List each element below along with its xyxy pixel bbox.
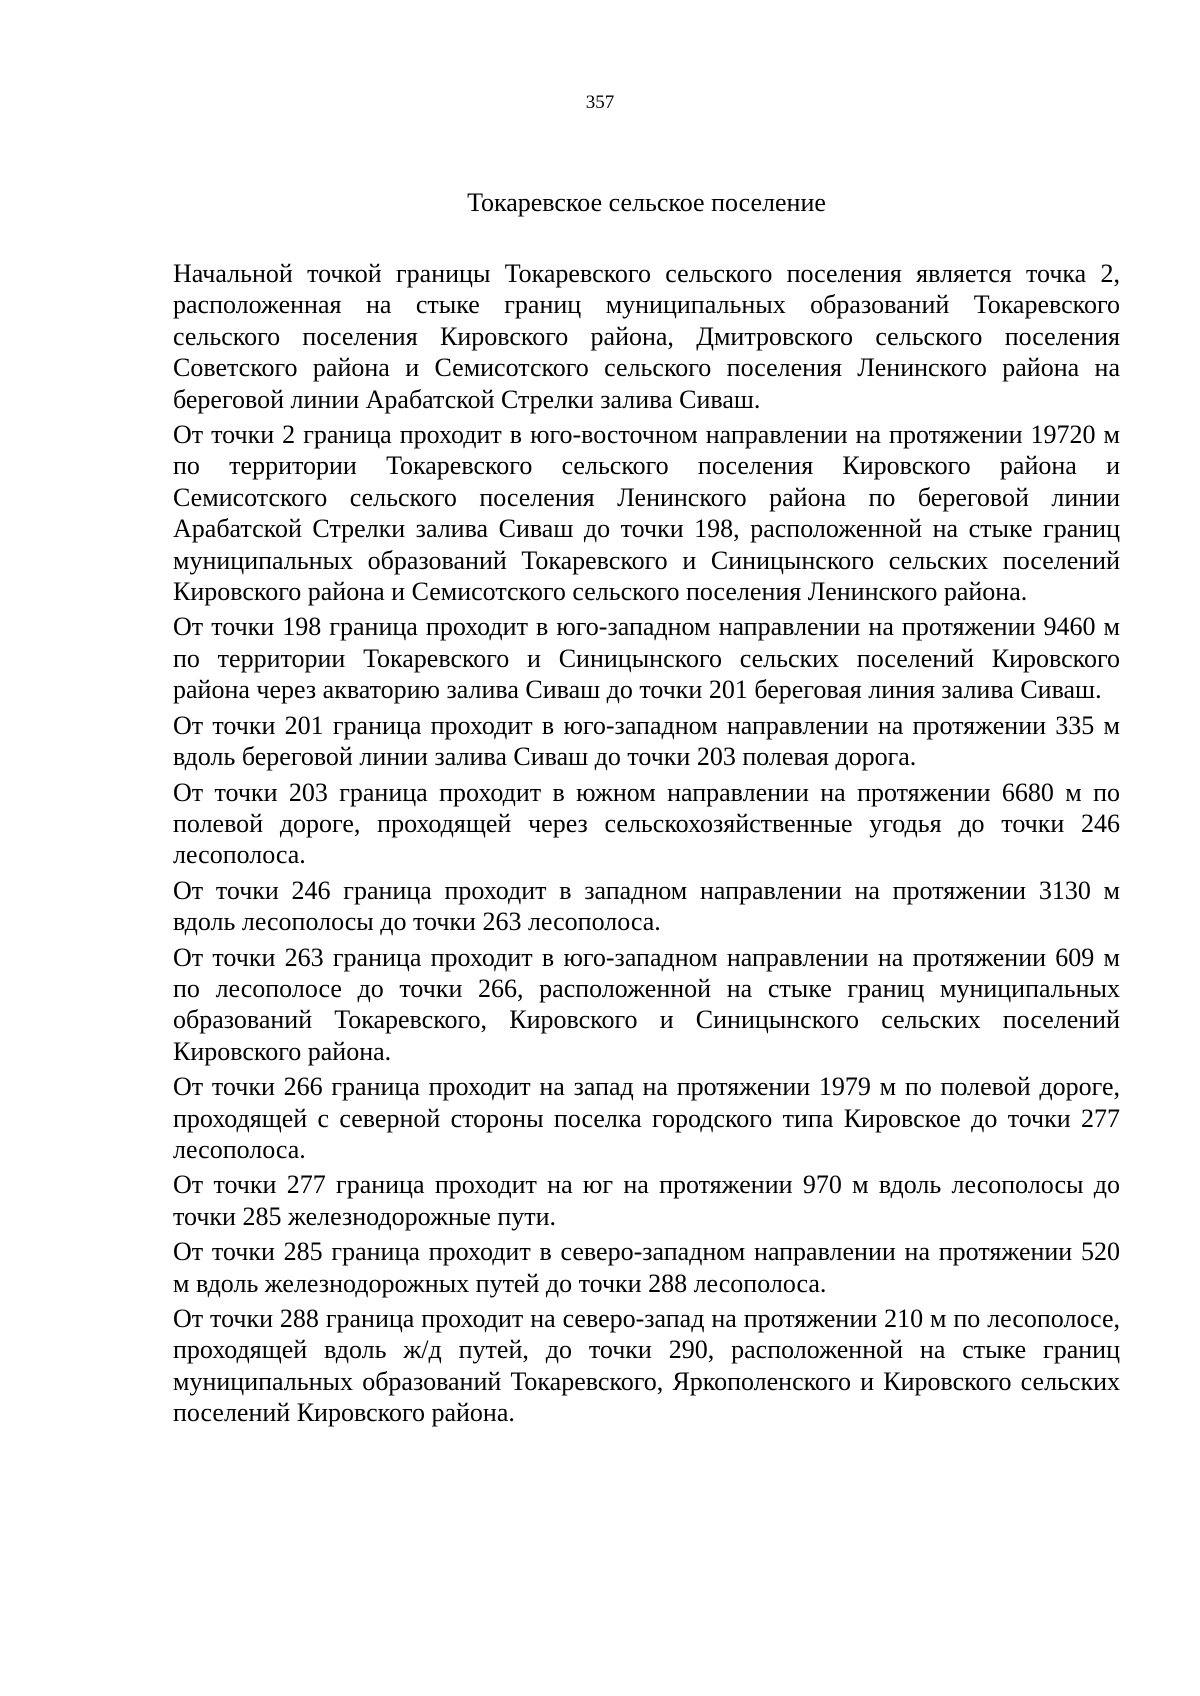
document-body — [173, 258, 1120, 1433]
paragraph-6: От точки 246 граница проходит в западном направлении на протяжении 3130 м вдоль лесополосы до точки 263 лесополоса. — [173, 875, 1120, 937]
paragraph-10: От точки 285 граница проходит в северо-западном направлении на протяжении 520 м вдоль железнодорожных путей до точки 288 лесополоса. — [173, 1237, 1120, 1298]
paragraph-11: От точки 288 граница проходит на северо-запад на протяжении 210 м по лесополосе, проходящей вдоль ж/д путей, до точки 290, расположенной на стыке границ муниципальных образований Токаревского, Яркополенского и Кировского сельских поселений Кировского района. — [173, 1304, 1120, 1428]
paragraph-8: От точки 266 граница проходит на запад на протяжении 1979 м по полевой дороге, проходящей с северной стороны поселка городского типа Кировское до точки 277 лесополоса. — [173, 1072, 1120, 1164]
paragraph-2: От точки 2 граница проходит в юго-восточном направлении на протяжении 19720 м по территории Токаревского сельского поселения Кировского района и Семисотского сельского поселения Ленинского района по береговой линии Арабатской Стрелки залива Сиваш до точки 198, расположенной на стыке границ муниципальных образований Токаревского и Синицынского сельских поселений Кировского района и Семисотского сельского поселения Ленинского района. — [173, 420, 1120, 607]
paragraph-3: От точки 198 граница проходит в юго-западном направлении на протяжении 9460 м по территории Токаревского и Синицынского сельских поселений Кировского района через акваторию залива Сиваш до точки 201 береговая линия залива Сиваш. — [173, 612, 1120, 705]
paragraph-7: От точки 263 граница проходит в юго-западном направлении на протяжении 609 м по лесополосе до точки 266, расположенной на стыке границ муниципальных образований Токаревского, Кировского и Синицынского сельских поселений Кировского района. — [173, 942, 1120, 1066]
paragraph-1: Начальной точкой границы Токаревского сельского поселения является точка 2, расположенная на стыке границ муниципальных образований Токаревского сельского поселения Кировского района, Дмитровского сельского поселения Советского района и Семисотского сельского поселения Ленинского района на береговой линии Арабатской Стрелки залива Сиваш. — [173, 259, 1120, 414]
page-title: Токаревское сельское поселение — [467, 188, 826, 217]
paragraph-5: От точки 203 граница проходит в южном направлении на протяжении 6680 м по полевой дороге, проходящей через сельскохозяйственные угодья до точки 246 лесополоса. — [173, 777, 1120, 870]
paragraph-4: От точки 201 граница проходит в юго-западном направлении на протяжении 335 м вдоль береговой линии залива Сиваш до точки 203 полевая дорога. — [173, 710, 1120, 772]
page-number: 357 — [585, 92, 615, 113]
paragraph-9: От точки 277 граница проходит на юг на протяжении 970 м вдоль лесополосы до точки 285 железнодорожные пути. — [173, 1170, 1120, 1231]
